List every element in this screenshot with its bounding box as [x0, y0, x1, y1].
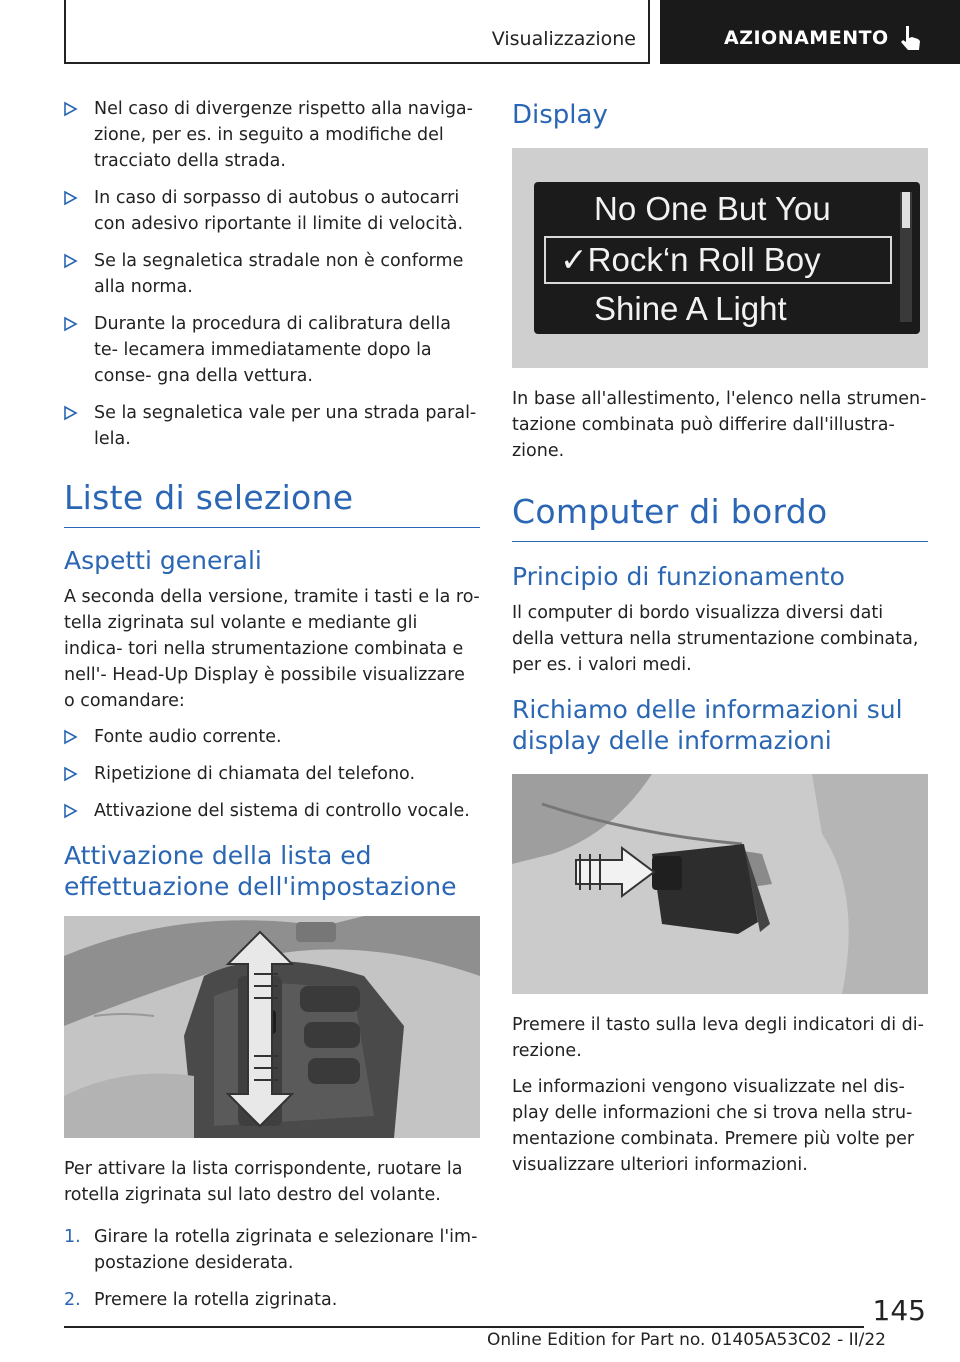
- heading-attivazione-lista: Attivazione della lista ed effettuazione dell'impostazione: [64, 841, 457, 901]
- step-item: [64, 1287, 480, 1313]
- pointing-hand-icon: [896, 24, 922, 54]
- step-text: Girare la rotella zigrinata e selezionare l'im‐ postazione desiderata.: [94, 1227, 478, 1273]
- bullet-top-text: Durante la procedura di calibratura della te‐ lecamera immediatamente dopo la conse‐ gna della vettura.: [94, 314, 451, 386]
- bullet-mid-text: Attivazione del sistema di controllo vocale.: [94, 801, 470, 821]
- indicator-stalk-illustration: [512, 774, 928, 994]
- header-rule-right: [648, 0, 650, 64]
- bullet-mid-text: Fonte audio corrente.: [94, 727, 282, 747]
- bullet-top-text: In caso di sorpasso di autobus o autocarri con adesivo riportante il limite di velocità.: [94, 188, 464, 234]
- header-rule-bottom: [64, 62, 650, 64]
- bullet-triangle-icon: [64, 316, 78, 332]
- bullet-mid-item: [64, 724, 480, 750]
- bullet-triangle-icon: [64, 253, 78, 269]
- figure-caption-steering: Per attivare la lista corrispondente, ruotare la rotella zigrinata sul lato destro del volante.: [64, 1159, 463, 1205]
- section-title: Visualizzazione: [491, 28, 636, 50]
- chapter-tab[interactable]: [660, 0, 960, 64]
- display-scrollbar-thumb[interactable]: [902, 192, 910, 228]
- steering-wheel-illustration: [64, 916, 480, 1138]
- bullet-top-text: Se la segnaletica stradale non è conforme alla norma.: [94, 251, 464, 297]
- heading-computer-di-bordo: Computer di bordo: [512, 492, 928, 542]
- display-scrollbar[interactable]: [900, 192, 912, 322]
- steering-wheel-figure: [64, 916, 480, 1138]
- step-number: 2.: [64, 1290, 81, 1310]
- display-item-1[interactable]: No One But You: [594, 190, 831, 227]
- heading-principio: Principio di funzionamento: [512, 562, 845, 591]
- heading-display: Display: [512, 100, 608, 130]
- bullet-top-item: [64, 96, 480, 174]
- bullet-top-item: [64, 311, 480, 389]
- step-text: Premere la rotella zigrinata.: [94, 1290, 338, 1310]
- bullet-mid-item: [64, 798, 480, 824]
- bullet-top-item: [64, 248, 480, 300]
- bullet-mid-item: [64, 761, 480, 787]
- heading-richiamo: Richiamo delle informazioni sul display delle informazioni: [512, 695, 903, 755]
- step-item: [64, 1224, 480, 1276]
- page-number: 145: [872, 1294, 926, 1327]
- left-column: [64, 96, 480, 1324]
- info-paragraph: Le informazioni vengono visualizzate nel dis‐ play delle informazioni che si trova nella stru‐ mentazione combinata. Premere più volte per visualizzare ulteriori informazioni.: [512, 1077, 915, 1175]
- bullet-triangle-icon: [64, 803, 78, 819]
- header-rule-left: [64, 0, 66, 64]
- heading-aspetti-generali: Aspetti generali: [64, 546, 262, 575]
- bullet-top-text: Se la segnaletica vale per una strada paral‐ lela.: [94, 403, 477, 449]
- step-number: 1.: [64, 1227, 81, 1247]
- bullet-top-item: [64, 185, 480, 237]
- display-caption: In base all'allestimento, l'elenco nella strumen‐ tazione combinata può differire dall'illustra‐ zione.: [512, 389, 927, 461]
- bullet-mid-text: Ripetizione di chiamata del telefono.: [94, 764, 416, 784]
- edition-label: Online Edition for Part no. 01405A53C02 - II/22: [486, 1330, 886, 1350]
- intro-paragraph: A seconda della versione, tramite i tasti e la ro‐ tella zigrinata sul volante e mediante gli indica‐ tori nella strumentazione combinata e nell'‐ Head-Up Display è possibile visualizzare o comandare:: [64, 587, 480, 711]
- display-item-3[interactable]: Shine A Light: [594, 290, 787, 327]
- footer-rule: [64, 1326, 864, 1328]
- bullet-top-item: [64, 400, 480, 452]
- bullet-triangle-icon: [64, 190, 78, 206]
- display-item-selected[interactable]: [544, 236, 892, 284]
- indicator-stalk-figure: [512, 774, 928, 994]
- heading-liste-di-selezione: Liste di selezione: [64, 478, 480, 528]
- display-figure: [512, 148, 928, 368]
- bullet-top-text: Nel caso di divergenze rispetto alla naviga‐ zione, per es. in seguito a modifiche del tracciato della strada.: [94, 99, 473, 171]
- display-item-2: ✓Rock‘n Roll Boy: [560, 241, 821, 278]
- bullet-triangle-icon: [64, 766, 78, 782]
- bullet-triangle-icon: [64, 405, 78, 421]
- chapter-title: AZIONAMENTO: [724, 27, 889, 49]
- principle-paragraph: Il computer di bordo visualizza diversi dati della vettura nella strumentazione combinata, per es. i valori medi.: [512, 603, 919, 675]
- bullet-triangle-icon: [64, 729, 78, 745]
- press-paragraph: Premere il tasto sulla leva degli indicatori di di‐ rezione.: [512, 1015, 924, 1061]
- right-column: [512, 96, 928, 1188]
- bullet-triangle-icon: [64, 101, 78, 117]
- display-screen: [534, 182, 920, 334]
